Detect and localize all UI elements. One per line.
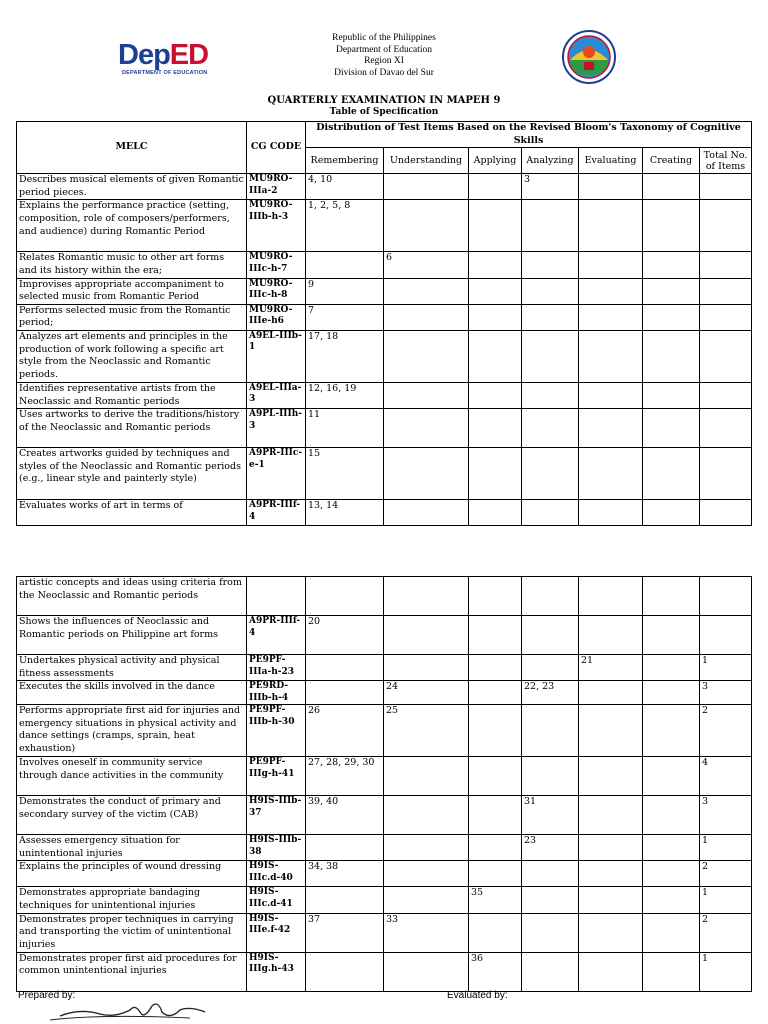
cg-code-cell: H9IS-IIIc.d-41 (247, 887, 306, 913)
tos-table-page-2 (16, 576, 752, 992)
melc-cell: Describes musical elements of given Romantic period pieces. (17, 174, 247, 200)
cg-code-cell: A9PR-IIIc-e-1 (247, 448, 306, 500)
evaluating-cell (579, 448, 643, 500)
total-cell (700, 174, 752, 200)
total-cell: 2 (700, 913, 752, 952)
understanding-cell (384, 448, 469, 500)
melc-cell: Undertakes physical activity and physical fitness assessments (17, 655, 247, 681)
creating-cell (643, 577, 700, 616)
document-subtitle: Table of Specification (329, 107, 439, 117)
creating-cell (643, 887, 700, 913)
applying-cell (469, 174, 522, 200)
applying-cell (469, 616, 522, 655)
applying-cell (469, 705, 522, 757)
melc-cell: Creates artworks guided by techniques and styles of the Neoclassic and Romantic periods (e.g., linear style and painterly style) (17, 448, 247, 500)
applying-cell (469, 913, 522, 952)
total-cell (700, 500, 752, 526)
cg-code-cell: A9PR-IIIf-4 (247, 500, 306, 526)
analyzing-cell: 3 (522, 174, 579, 200)
total-cell (700, 577, 752, 616)
analyzing-cell: 22, 23 (522, 681, 579, 705)
creating-cell (643, 913, 700, 952)
understanding-cell: 24 (384, 681, 469, 705)
melc-cell: Shows the influences of Neoclassic and Romantic periods on Philippine art forms (17, 616, 247, 655)
document-header (0, 0, 768, 95)
understanding-cell (384, 174, 469, 200)
understanding-cell (384, 655, 469, 681)
creating-cell (643, 500, 700, 526)
table-row (17, 796, 752, 835)
evaluating-cell (579, 913, 643, 952)
melc-cell: Relates Romantic music to other art forms and its history within the era; (17, 252, 247, 278)
creating-cell (643, 835, 700, 861)
understanding-cell (384, 796, 469, 835)
total-cell: 3 (700, 796, 752, 835)
cg-code-cell (247, 577, 306, 616)
analyzing-cell (522, 655, 579, 681)
remembering-cell: 34, 38 (306, 861, 384, 887)
cg-code-cell: H9IS-IIIb-38 (247, 835, 306, 861)
total-cell (700, 448, 752, 500)
creating-cell (643, 382, 700, 408)
applying-cell (469, 330, 522, 382)
understanding-cell (384, 757, 469, 796)
remembering-header: Remembering (306, 148, 384, 174)
remembering-cell (306, 952, 384, 991)
applying-cell (469, 757, 522, 796)
analyzing-cell (522, 705, 579, 757)
analyzing-cell (522, 500, 579, 526)
total-cell: 2 (700, 861, 752, 887)
total-cell: 1 (700, 835, 752, 861)
table-row (17, 861, 752, 887)
table-row (17, 252, 752, 278)
table-row (17, 655, 752, 681)
document-title: QUARTERLY EXAMINATION IN MAPEH 9 (267, 95, 501, 106)
cg-code-cell: H9IS-IIIe.f-42 (247, 913, 306, 952)
total-cell: 1 (700, 655, 752, 681)
cg-code-cell: MU9RO-IIIa-2 (247, 174, 306, 200)
melc-cell: Explains the principles of wound dressing (17, 861, 247, 887)
total-cell (700, 252, 752, 278)
remembering-cell: 39, 40 (306, 796, 384, 835)
remembering-cell: 11 (306, 409, 384, 448)
remembering-cell (306, 887, 384, 913)
total-cell: 4 (700, 757, 752, 796)
table-row (17, 409, 752, 448)
applying-cell (469, 577, 522, 616)
evaluating-cell (579, 252, 643, 278)
evaluating-cell (579, 952, 643, 991)
cg-code-cell: PE9PF-IIIb-h-30 (247, 705, 306, 757)
evaluating-cell (579, 796, 643, 835)
logo-subtitle: DEPARTMENT OF EDUCATION (122, 70, 208, 76)
creating-header: Creating (643, 148, 700, 174)
understanding-cell (384, 835, 469, 861)
deped-logo (118, 40, 218, 82)
analyzing-cell (522, 757, 579, 796)
remembering-cell: 12, 16, 19 (306, 382, 384, 408)
table-row (17, 705, 752, 757)
analyzing-cell (522, 252, 579, 278)
logo-word-prefix: Dep (118, 39, 170, 71)
evaluating-cell (579, 861, 643, 887)
cg-code-cell: MU9RO-IIIb-h-3 (247, 200, 306, 252)
melc-cell: Involves oneself in community service through dance activities in the community (17, 757, 247, 796)
remembering-cell: 17, 18 (306, 330, 384, 382)
applying-header: Applying (469, 148, 522, 174)
remembering-cell: 4, 10 (306, 174, 384, 200)
total-cell: 2 (700, 705, 752, 757)
cg-code-cell: A9EL-IIIb-1 (247, 330, 306, 382)
cg-code-header: CG CODE (247, 122, 306, 174)
remembering-cell (306, 252, 384, 278)
creating-cell (643, 757, 700, 796)
tos-table-page-1 (16, 121, 752, 526)
creating-cell (643, 252, 700, 278)
evaluating-cell (579, 500, 643, 526)
creating-cell (643, 616, 700, 655)
cg-code-cell: H9IS-IIIg.h-43 (247, 952, 306, 991)
melc-cell: Identifies representative artists from the Neoclassic and Romantic periods (17, 382, 247, 408)
creating-cell (643, 409, 700, 448)
remembering-cell: 1, 2, 5, 8 (306, 200, 384, 252)
analyzing-cell (522, 952, 579, 991)
table-row (17, 757, 752, 796)
applying-cell (469, 500, 522, 526)
table-row (17, 835, 752, 861)
table-row (17, 913, 752, 952)
evaluating-cell (579, 409, 643, 448)
melc-cell: Uses artworks to derive the traditions/history of the Neoclassic and Romantic periods (17, 409, 247, 448)
understanding-cell (384, 382, 469, 408)
total-cell: 3 (700, 681, 752, 705)
applying-cell: 36 (469, 952, 522, 991)
table-row (17, 448, 752, 500)
applying-cell (469, 382, 522, 408)
evaluating-cell (579, 174, 643, 200)
total-cell: 1 (700, 887, 752, 913)
remembering-cell: 27, 28, 29, 30 (306, 757, 384, 796)
evaluated-by-label: Evaluated by: (447, 990, 508, 1001)
melc-cell: Demonstrates proper techniques in carrying and transporting the victim of unintentional injuries (17, 913, 247, 952)
analyzing-cell (522, 200, 579, 252)
understanding-cell (384, 616, 469, 655)
melc-cell: Analyzes art elements and principles in the production of work following a specific art style from the Neoclassic and Romantic periods. (17, 330, 247, 382)
creating-cell (643, 304, 700, 330)
evaluating-cell (579, 835, 643, 861)
understanding-cell: 25 (384, 705, 469, 757)
tos-table-body-page-2 (17, 577, 752, 992)
evaluating-cell (579, 200, 643, 252)
distribution-header: Distribution of Test Items Based on the Revised Bloom's Taxonomy of Cognitive Skills (306, 122, 752, 148)
division-seal-icon (562, 30, 616, 84)
melc-cell: Demonstrates proper first aid procedures for common unintentional injuries (17, 952, 247, 991)
analyzing-cell (522, 409, 579, 448)
table-row (17, 577, 752, 616)
melc-cell: Performs appropriate first aid for injuries and emergency situations in physical activity and dance settings (cramps, sprain, heat exhaustion) (17, 705, 247, 757)
remembering-cell: 37 (306, 913, 384, 952)
cg-code-cell: H9IS-IIIb-37 (247, 796, 306, 835)
creating-cell (643, 655, 700, 681)
melc-cell: artistic concepts and ideas using criteria from the Neoclassic and Romantic periods (17, 577, 247, 616)
remembering-cell: 9 (306, 278, 384, 304)
understanding-cell (384, 278, 469, 304)
evaluating-cell (579, 304, 643, 330)
evaluating-header: Evaluating (579, 148, 643, 174)
applying-cell (469, 278, 522, 304)
melc-cell: Explains the performance practice (setting, composition, role of composers/performers, and audience) during Romantic Period (17, 200, 247, 252)
total-cell (700, 382, 752, 408)
understanding-cell (384, 861, 469, 887)
applying-cell: 35 (469, 887, 522, 913)
melc-cell: Performs selected music from the Romantic period; (17, 304, 247, 330)
understanding-cell (384, 330, 469, 382)
understanding-header: Understanding (384, 148, 469, 174)
signature-image (40, 998, 210, 1024)
creating-cell (643, 952, 700, 991)
total-header: Total No. of Items (700, 148, 752, 174)
analyzing-cell: 31 (522, 796, 579, 835)
table-row (17, 200, 752, 252)
table-row (17, 952, 752, 991)
total-cell (700, 278, 752, 304)
melc-cell: Improvises appropriate accompaniment to selected music from Romantic Period (17, 278, 247, 304)
understanding-cell (384, 500, 469, 526)
tos-table-body-page-1 (17, 174, 752, 526)
table-row (17, 382, 752, 408)
melc-cell: Demonstrates the conduct of primary and secondary survey of the victim (CAB) (17, 796, 247, 835)
understanding-cell (384, 952, 469, 991)
cg-code-cell: MU9RO-IIIc-h-7 (247, 252, 306, 278)
analyzing-cell (522, 278, 579, 304)
analyzing-cell (522, 448, 579, 500)
evaluating-cell (579, 616, 643, 655)
melc-cell: Evaluates works of art in terms of (17, 500, 247, 526)
melc-cell: Executes the skills involved in the dance (17, 681, 247, 705)
evaluating-cell (579, 757, 643, 796)
table-row (17, 174, 752, 200)
cg-code-cell: H9IS-IIIc.d-40 (247, 861, 306, 887)
remembering-cell (306, 681, 384, 705)
total-cell (700, 330, 752, 382)
prepared-by-label: Prepared by: (18, 990, 76, 1001)
evaluating-cell (579, 705, 643, 757)
remembering-cell: 15 (306, 448, 384, 500)
remembering-cell: 13, 14 (306, 500, 384, 526)
analyzing-cell (522, 887, 579, 913)
evaluating-cell (579, 887, 643, 913)
creating-cell (643, 448, 700, 500)
applying-cell (469, 796, 522, 835)
total-cell (700, 409, 752, 448)
cg-code-cell: PE9RD-IIIb-h-4 (247, 681, 306, 705)
evaluating-cell (579, 681, 643, 705)
analyzing-cell (522, 861, 579, 887)
creating-cell (643, 705, 700, 757)
table-row (17, 278, 752, 304)
remembering-cell: 7 (306, 304, 384, 330)
evaluating-cell (579, 577, 643, 616)
agency-line: Department of Education (335, 44, 433, 55)
understanding-cell (384, 887, 469, 913)
melc-cell: Assesses emergency situation for unintentional injuries (17, 835, 247, 861)
understanding-cell (384, 200, 469, 252)
table-row (17, 330, 752, 382)
analyzing-cell (522, 304, 579, 330)
evaluating-cell (579, 330, 643, 382)
total-cell (700, 616, 752, 655)
creating-cell (643, 330, 700, 382)
applying-cell (469, 835, 522, 861)
remembering-cell (306, 655, 384, 681)
creating-cell (643, 796, 700, 835)
understanding-cell (384, 304, 469, 330)
total-cell (700, 304, 752, 330)
analyzing-cell: 23 (522, 835, 579, 861)
applying-cell (469, 655, 522, 681)
table-row (17, 887, 752, 913)
analyzing-cell (522, 913, 579, 952)
cg-code-cell: MU9RO-IIIc-h-8 (247, 278, 306, 304)
applying-cell (469, 409, 522, 448)
understanding-cell: 33 (384, 913, 469, 952)
table-row (17, 500, 752, 526)
analyzing-cell (522, 382, 579, 408)
analyzing-cell (522, 577, 579, 616)
evaluating-cell (579, 382, 643, 408)
document-titles (0, 95, 768, 118)
applying-cell (469, 200, 522, 252)
analyzing-header: Analyzing (522, 148, 579, 174)
agency-line: Region XI (364, 56, 404, 66)
applying-cell (469, 448, 522, 500)
creating-cell (643, 200, 700, 252)
total-cell: 1 (700, 952, 752, 991)
melc-header: MELC (17, 122, 247, 174)
understanding-cell (384, 409, 469, 448)
cg-code-cell: PE9PF-IIIg-h-41 (247, 757, 306, 796)
analyzing-cell (522, 330, 579, 382)
remembering-cell (306, 577, 384, 616)
logo-word-suffix: ED (169, 39, 209, 71)
agency-line: Division of Davao del Sur (334, 67, 434, 78)
applying-cell (469, 681, 522, 705)
table-row (17, 616, 752, 655)
understanding-cell: 6 (384, 252, 469, 278)
creating-cell (643, 278, 700, 304)
creating-cell (643, 861, 700, 887)
melc-cell: Demonstrates appropriate bandaging techniques for unintentional injuries (17, 887, 247, 913)
applying-cell (469, 304, 522, 330)
applying-cell (469, 252, 522, 278)
understanding-cell (384, 577, 469, 616)
table-row (17, 304, 752, 330)
cg-code-cell: PE9PF-IIIa-h-23 (247, 655, 306, 681)
cg-code-cell: A9EL-IIIa-3 (247, 382, 306, 408)
agency-line: Republic of the Philippines (332, 33, 436, 43)
agency-block (284, 33, 484, 79)
total-cell (700, 200, 752, 252)
creating-cell (643, 174, 700, 200)
table-row (17, 681, 752, 705)
remembering-cell: 20 (306, 616, 384, 655)
evaluating-cell: 21 (579, 655, 643, 681)
remembering-cell: 26 (306, 705, 384, 757)
analyzing-cell (522, 616, 579, 655)
creating-cell (643, 681, 700, 705)
evaluating-cell (579, 278, 643, 304)
cg-code-cell: MU9RO-IIIe-h6 (247, 304, 306, 330)
cg-code-cell: A9PR-IIIf-4 (247, 616, 306, 655)
applying-cell (469, 861, 522, 887)
remembering-cell (306, 835, 384, 861)
cg-code-cell: A9PL-IIIh-3 (247, 409, 306, 448)
